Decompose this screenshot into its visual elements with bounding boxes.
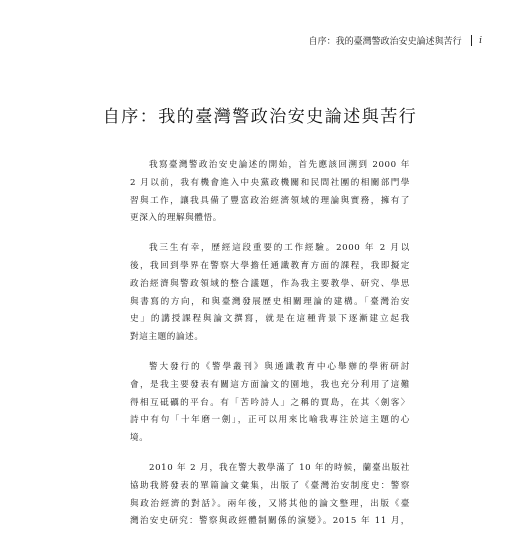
paragraph-line: 對這主題的論述。 <box>130 332 204 343</box>
paragraph-line: 詩中有句「十年磨一劍」，正可以用來比喻我專注於這主題的心 <box>130 415 410 426</box>
paragraph-line: 2 月以前，我有機會進入中央黨政機關和民間社團的相關部門學 <box>130 177 410 188</box>
paragraph-2 <box>130 240 410 347</box>
body-text <box>130 157 410 543</box>
paragraph-1 <box>130 157 410 228</box>
running-header-title: 自序：我的臺灣警政治安史論述與苦行 <box>308 37 462 47</box>
paragraph-line: 警大發行的《警學叢刊》與通識教育中心舉辦的學術研討 <box>149 361 410 372</box>
header-divider <box>471 35 473 46</box>
paragraph-line: 與書寫的方向，和與臺灣發展歷史相關理論的建構。「臺灣治安 <box>130 296 410 307</box>
chapter-title: 自序：我的臺灣警政治安史論述與苦行 <box>102 107 418 127</box>
paragraph-line: 與政治經濟的對話》。兩年後，又將其他的論文整理，出版《臺 <box>130 498 410 509</box>
paragraph-line: 境。 <box>130 433 149 444</box>
paragraph-line: 史」的講授課程與論文撰寫，就是在這種背景下逐漸建立起我 <box>130 314 410 325</box>
paragraph-line: 習與工作，讓我具備了豐富政治經濟領域的理論與實務，擁有了 <box>130 195 410 206</box>
paragraph-line: 後，我回到學界在警察大學擔任通識教育方面的課程，我即擬定 <box>130 260 410 271</box>
paragraph-4 <box>130 460 410 531</box>
paragraph-line: 灣治安史研究：警察與政經體制關係的演變》。2015 年 11 月， <box>130 516 410 527</box>
paragraph-line: 我三生有幸，歷經這段重要的工作經驗。2000 年 2 月以 <box>149 243 410 254</box>
paragraph-line: 協助我將發表的單篇論文彙集，出版了《臺灣治安制度史：警察 <box>130 480 410 491</box>
running-header <box>309 34 482 47</box>
paragraph-line: 我寫臺灣警政治安史論述的開始，首先應該回溯到 2000 年 <box>149 160 410 170</box>
paragraph-line: 政治經濟與警政領域的整合議題，作為我主要教學、研究、學思 <box>130 278 410 289</box>
paragraph-line: 2010 年 2 月，我在警大教學滿了 10 年的時候，蘭臺出版社 <box>149 462 410 473</box>
paragraph-3 <box>130 359 410 448</box>
page-number: i <box>479 35 482 46</box>
paragraph-line: 會，是我主要發表有關這方面論文的園地，我也充分利用了這難 <box>130 379 410 390</box>
paragraph-line: 更深入的理解與體悟。 <box>130 213 222 224</box>
paragraph-line: 得相互砥礪的平台。有「苦吟詩人」之稱的賈島，在其〈劍客〉 <box>130 397 410 408</box>
